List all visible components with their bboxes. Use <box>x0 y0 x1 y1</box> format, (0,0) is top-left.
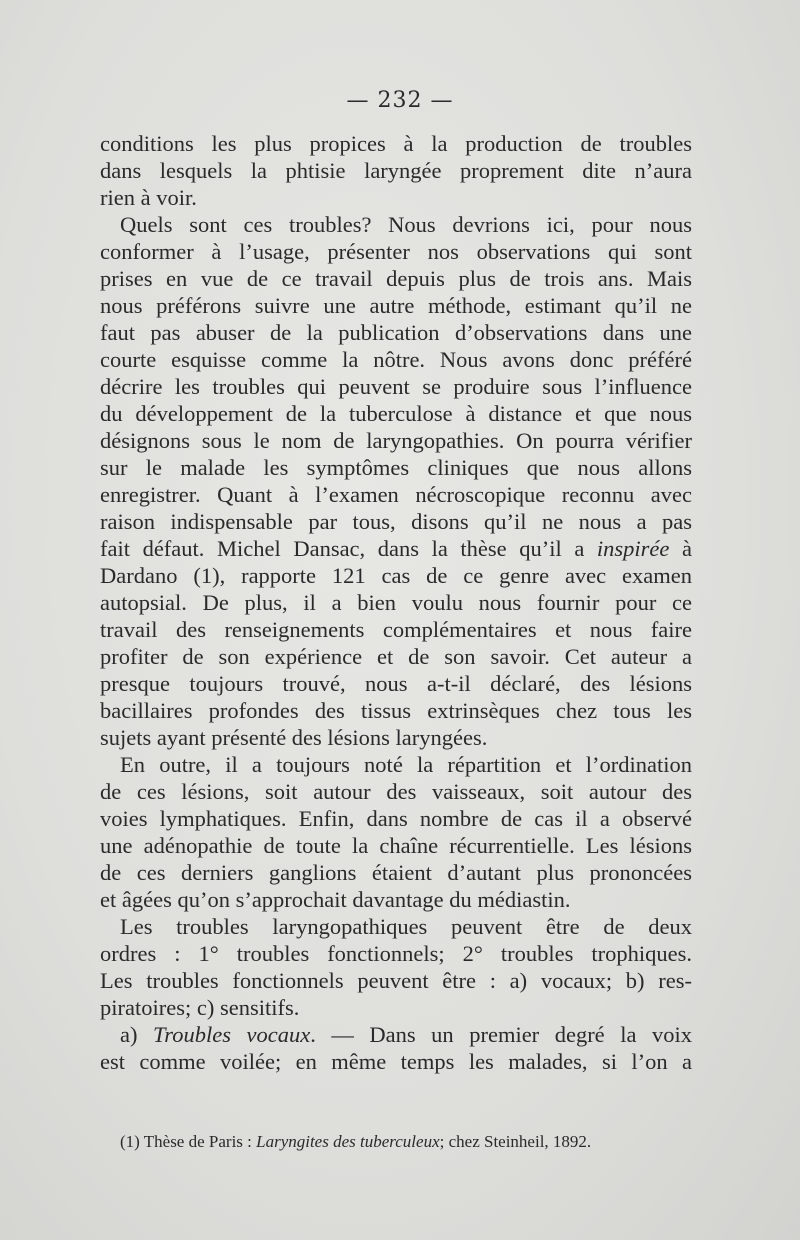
text-line: prises en vue de ce travail depuis plus de trois ans. Mais <box>100 266 692 291</box>
text-line: dans lesquels la phtisie laryngée proprement dite n’aura <box>100 158 692 183</box>
text-line: a) Troubles vocaux. — Dans un premier degré la voix <box>120 1022 692 1047</box>
text-line: nous préférons suivre une autre méthode, estimant qu’il ne <box>100 293 692 318</box>
italic-text: inspirée <box>596 536 670 561</box>
text-line: conditions les plus propices à la production de troubles <box>100 131 692 156</box>
text-line: faut pas abuser de la publication d’observations dans une <box>100 320 692 345</box>
text-line: fait défaut. Michel Dansac, dans la thèse qu’il a inspirée à <box>100 536 692 561</box>
page-number: — 232 — <box>346 88 454 113</box>
text-line: voies lymphatiques. Enfin, dans nombre de cas il a observé <box>100 806 692 831</box>
text-line: Dardano (1), rapporte 121 cas de ce genre avec examen <box>100 563 692 588</box>
text-line: courte esquisse comme la nôtre. Nous avons donc préféré <box>100 347 692 372</box>
body-text <box>100 130 692 1075</box>
footnote-prefix: (1) Thèse de Paris : <box>120 1132 257 1151</box>
text-line: Les troubles fonctionnels peuvent être : a) vocaux; b) res- <box>100 968 692 993</box>
footnote-suffix: ; chez Steinheil, 1892. <box>439 1132 592 1151</box>
text-line: et âgées qu’on s’approchait davantage du médiastin. <box>100 887 571 912</box>
text-line: une adénopathie de toute la chaîne récurrentielle. Les lésions <box>100 833 692 858</box>
text-line: enregistrer. Quant à l’examen nécroscopique reconnu avec <box>100 482 692 507</box>
text-line: décrire les troubles qui peuvent se produire sous l’influence <box>100 374 692 399</box>
text-line: profiter de son expérience et de son savoir. Cet auteur a <box>100 644 692 669</box>
text-line: du développement de la tuberculose à distance et que nous <box>100 401 692 426</box>
text-line: raison indispensable par tous, disons qu’il ne nous a pas <box>100 509 692 534</box>
footnote-title: Laryngites des tuberculeux <box>256 1132 440 1151</box>
text-line: de ces derniers ganglions étaient d’autant plus prononcées <box>100 860 692 885</box>
text-line: Quels sont ces troubles? Nous devrions ici, pour nous <box>120 212 692 237</box>
text-line: bacillaires profondes des tissus extrinsèques chez tous les <box>100 698 692 723</box>
text-line: travail des renseignements complémentaires et nous faire <box>100 617 692 642</box>
text-line: sujets ayant présenté des lésions laryngées. <box>100 725 488 750</box>
text-line: rien à voir. <box>100 185 197 210</box>
text-line: ordres : 1° troubles fonctionnels; 2° troubles trophiques. <box>100 941 692 966</box>
text-line: sur le malade les symptômes cliniques que nous allons <box>100 455 692 480</box>
text-line: conformer à l’usage, présenter nos observations qui sont <box>100 239 692 264</box>
text-line: est comme voilée; en même temps les malades, si l’on a <box>100 1049 692 1074</box>
text-line: désignons sous le nom de laryngopathies. On pourra vérifier <box>100 428 692 453</box>
text-line: piratoires; c) sensitifs. <box>100 995 300 1020</box>
text-line: En outre, il a toujours noté la répartition et l’ordination <box>120 752 692 777</box>
text-line: presque toujours trouvé, nous a-t-il déclaré, des lésions <box>100 671 692 696</box>
footnote <box>120 1132 680 1152</box>
italic-text: Troubles vocaux <box>153 1022 311 1047</box>
text-line: de ces lésions, soit autour des vaisseaux, soit autour des <box>100 779 692 804</box>
text-line: Les troubles laryngopathiques peuvent être de deux <box>120 914 692 939</box>
text-line: autopsial. De plus, il a bien voulu nous fournir pour ce <box>100 590 692 615</box>
